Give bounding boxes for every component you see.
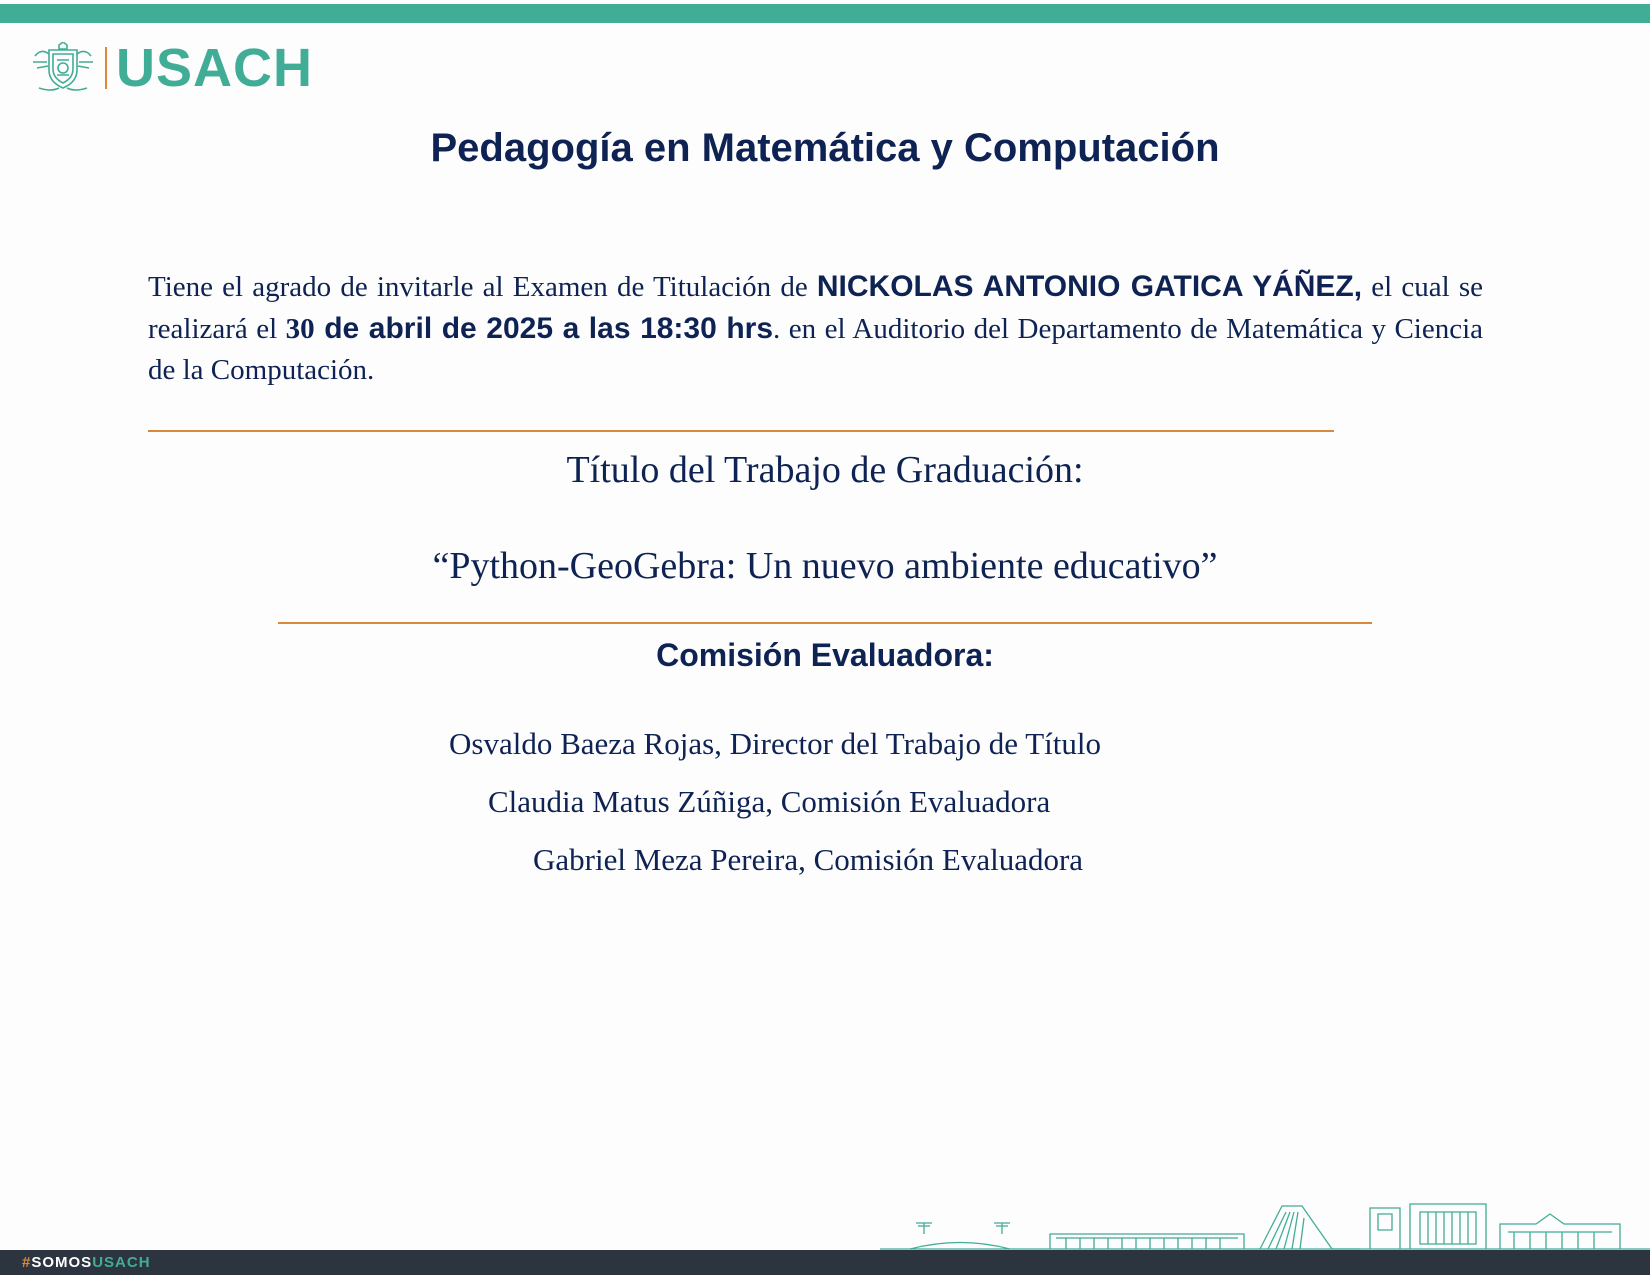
invitation-middle: el cual se realizará el (148, 271, 1484, 345)
candidate-name: NICKOLAS ANTONIO GATICA YÁÑEZ, (816, 270, 1363, 303)
hashtag-usach: USACH (92, 1254, 151, 1271)
program-title: Pedagogía en Matemática y Computación (430, 126, 1220, 170)
footer-bar (0, 1250, 1650, 1275)
campus-skyline-illustration (880, 1198, 1650, 1250)
divider-line-top (148, 430, 1334, 432)
thesis-title: “Python-GeoGebra: Un nuevo ambiente educativo” (432, 545, 1218, 587)
usach-wordmark: USACH (116, 38, 314, 98)
committee-member: Gabriel Meza Pereira, Comisión Evaluadora (533, 842, 1084, 877)
invitation-closing: . en el Auditorio del Departamento de Matemática y Ciencia de la Computación. (148, 313, 1484, 386)
invitation-intro: Tiene el agrado de invitarle al Examen de Titulación de (148, 271, 817, 303)
university-crest-icon (31, 42, 95, 94)
top-accent-bar (0, 4, 1650, 23)
committee-heading: Comisión Evaluadora: (656, 637, 994, 673)
exam-date-time: de abril de 2025 a las 18:30 hrs (314, 312, 774, 345)
hashtag-symbol: # (22, 1254, 32, 1271)
usach-logo (31, 38, 314, 98)
invitation-paragraph (148, 266, 1483, 391)
thesis-label: Título del Trabajo de Graduación: (566, 449, 1084, 491)
somosusach-hashtag (22, 1253, 151, 1273)
committee-member: Claudia Matus Zúñiga, Comisión Evaluadora (488, 784, 1051, 819)
exam-date-day: 30 (285, 313, 315, 345)
committee-member: Osvaldo Baeza Rojas, Director del Trabajo de Título (449, 726, 1102, 761)
hashtag-somos: SOMOS (31, 1254, 93, 1271)
logo-divider (105, 47, 107, 89)
divider-line-bottom (278, 622, 1372, 624)
